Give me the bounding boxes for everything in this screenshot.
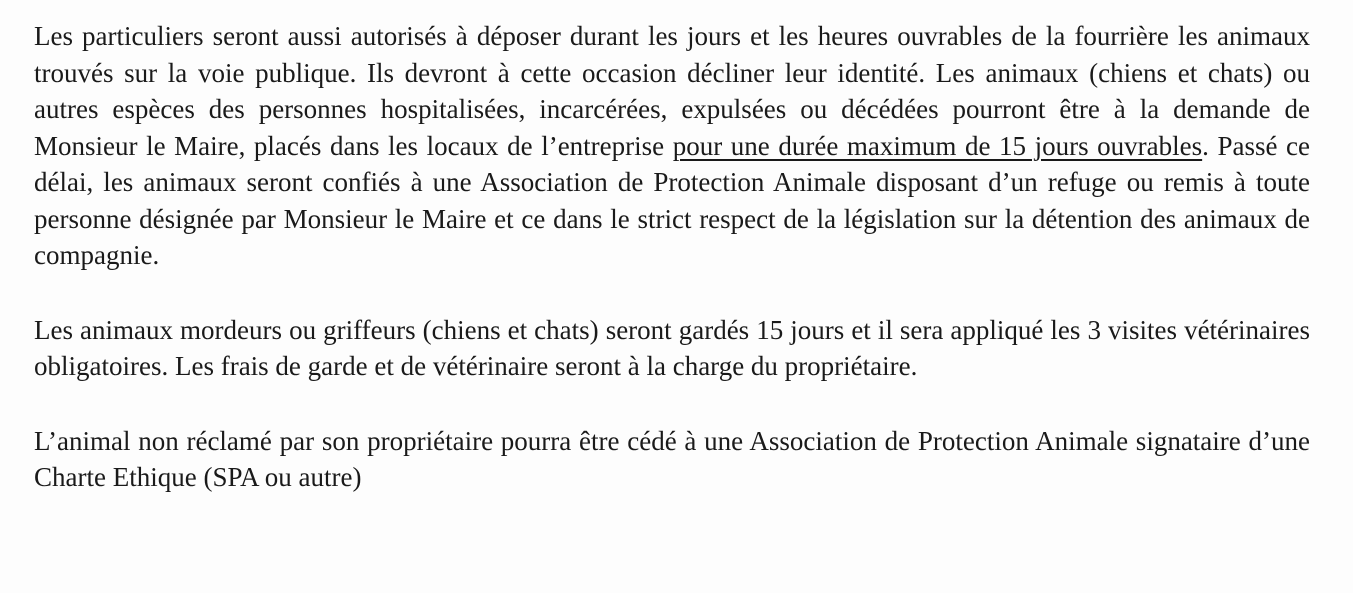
paragraph-1-text-start: Les particuliers seront aussi autorisés à déposer durant les jours et les heures ouvrables de la fourrière les animaux trouvés sur la voie publique. Ils devront à cette occasion décliner leur identité. Les animaux (chiens et chats) ou autres espèces des personnes hospitalisées, incarcérées, expulsées ou décédées pourront être à la demande de Monsieur le Maire, placés dans les locaux de l’entreprise (34, 21, 1310, 161)
paragraph-spacer (34, 274, 1310, 312)
paragraph-1-text-end: . Passé ce délai, les animaux seront confiés à une Association de Protection Animale disposant d’un refuge ou remis à toute personne désignée par Monsieur le Maire et ce dans le strict respect de la législation sur la détention des animaux de compagnie. (34, 130, 1310, 270)
document-body (34, 18, 1310, 496)
paragraph-unclaimed-animal: L’animal non réclamé par son propriétaire pourra être cédé à une Association de Protection Animale signataire d’une Charte Ethique (SPA ou autre) (34, 425, 1310, 492)
underlined-duration-text: pour une durée maximum de 15 jours ouvrables (672, 130, 1203, 161)
paragraph-spacer (34, 385, 1310, 423)
paragraph-deposit-animals (34, 18, 1310, 274)
paragraph-biting-animals: Les animaux mordeurs ou griffeurs (chiens et chats) seront gardés 15 jours et il sera appliqué les 3 visites vétérinaires obligatoires. Les frais de garde et de vétérinaire seront à la charge du propriétaire. (34, 314, 1310, 381)
